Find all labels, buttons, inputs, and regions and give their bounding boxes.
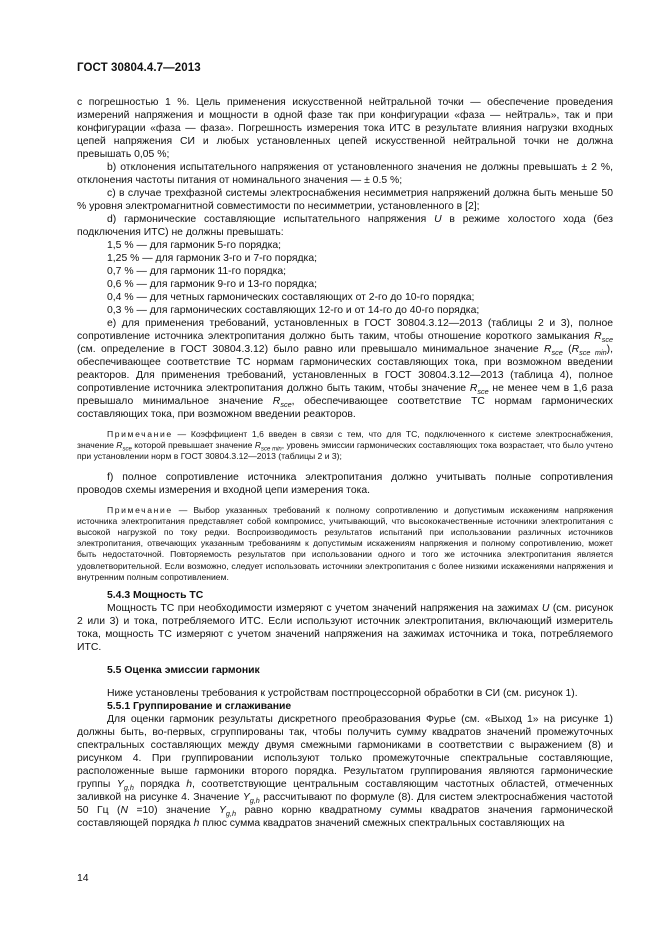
document-header: ГОСТ 30804.4.7—2013 (77, 62, 201, 74)
paragraph-b: b) отклонения испытательного напряжения от установленного значения не должны превышать ± 2 %, отклонения частоты питания от номинального значения — ± 0.5 %; (77, 162, 613, 186)
list-item: 0,4 % — для четных гармонических составляющих от 2-го до 10-го порядка; (107, 292, 475, 303)
list-item: 0,3 % — для гармонических составляющих 12-го и от 14-го до 40-го порядка; (107, 305, 480, 316)
list-item: 1,5 % — для гармоник 5-го порядка; (107, 240, 282, 251)
note-2: Примечание — Выбор указанных требований к полному сопротивлению и допустимым искажениям напряжения источника электропитания представляет собой компромисс, учитывающий, что высококачественные источники электропитания с высокой нагрузкой по току редки. Воспроизводимость результатов испытаний при использовании различных источников электропитания, отвечающих указанным требованиям к допустимым искажениям напряжения и полному сопротивлению, может быть недостаточной. Повторяемость результатов при использовании одного и того же источника электропитания является удовлетворительной. Если возможно, следует использовать источники электропитания с более низкими искажениями напряжения и внутренним полным сопротивлением. (77, 504, 613, 582)
paragraph-c: c) в случае трехфазной системы электроснабжения несимметрия напряжений должна быть меньше 50 % уровня электромагнитной совместимости по несимметрии, установленного в [2]; (77, 188, 613, 212)
note-1: Примечание — Коэффициент 1,6 введен в связи с тем, что для ТС, подключенного к системе электроснабжения, значение $R_{sce}$ которой превышает значение $R_{sce min}$, уровень эмиссии гармонических составляющих тока возрастает, что было учтено при установлении норм в ГОСТ 30804.3.12—2013 (таблицы 2 и 3); (77, 429, 613, 462)
paragraph-d: d) гармонические составляющие испытательного напряжения U в режиме холостого хода (без подключения ИТС) не должны превышать: (77, 214, 613, 238)
paragraph-f: f) полное сопротивление источника электропитания должно учитывать полные сопротивления проводов схемы измерения и входной цепи измерения тока. (77, 471, 613, 496)
section-heading-5-5: 5.5 Оценка эмиссии гармоник (107, 665, 260, 677)
document-body (77, 96, 613, 830)
section-heading-5-4-3: 5.4.3 Мощность ТС (107, 590, 204, 602)
list-item: 0,7 % — для гармоник 11-го порядка; (107, 266, 287, 277)
section-heading-5-5-1: 5.5.1 Группирование и сглаживание (107, 701, 292, 713)
paragraph-intro: с погрешностью 1 %. Цель применения искусственной нейтральной точки — обеспечение проведения измерений напряжения и мощности в одной фазе так при конфигурации «фаза — нейтраль», так и при конфигурации «фаза — фаза». Погрешность измерения тока ИТС в результате влияния нагрузки входных цепей напряжения СИ и любых установленных цепей искусственной нейтральной точки не должна превышать 0,05 %; (77, 97, 613, 160)
paragraph-e: e) для применения требований, установленных в ГОСТ 30804.3.12—2013 (таблицы 2 и 3), полное сопротивление источника электропитания должно быть таким, чтобы отношение короткого замыкания $R_{sce}$ (см. определение в ГОСТ 30804.3.12) было равно или превышало минимальное значение $R_{sce}$ $(R_{sce min})$, обеспечивающее соответствие ТС нормам гармонических составляющих тока, при возможном введении реакторов. Для применения требований, установленных в ГОСТ 30804.3.12—2013 (таблица 4), полное сопротивление источника электропитания должно быть таким, чтобы значение $R_{sce}$ не менее чем в 1,6 раза превышало минимальное значение $R_{sce}$, обеспечивающее соответствие ТС нормам гармонических составляющих тока, при возможном введении реакторов. (77, 318, 613, 420)
paragraph-5-5: Ниже установлены требования к устройствам постпроцессорной обработки в СИ (см. рисунок 1). (107, 688, 578, 700)
paragraph-5-4-3: Мощность ТС при необходимости измеряют с учетом значений напряжения на зажимах U (см. рисунок 2 или 3) и тока, потребляемого ИТС. Если используют источник электропитания, включающий измеритель тока, мощность ТС измеряют с учетом значений напряжения на зажимах источника и тока, потребляемого ИТС. (77, 603, 614, 654)
page-number: 14 (77, 873, 89, 884)
list-item: 0,6 % — для гармоник 9-го и 13-го порядка; (107, 279, 317, 290)
paragraph-5-5-1: Для оценки гармоник результаты дискретного преобразования Фурье (см. «Выход 1» на рисунке 1) должны быть, во-первых, сгруппированы так, чтобы получить сумму квадратов значений промежуточных спектральных составляющих между двумя смежными гармониками в соответствии с выражением (8) и рисунком 4. При группировании используют только промежуточные спектральные составляющие, расположенные выше гармоники второго порядка. Результатом группирования являются гармонические группы $Y_{g,h}$ порядка h, соответствующие центральным составляющим частотных областей, отмеченных заливкой на рисунке 4. Значение $Y_{g,h}$ рассчитывают по формуле (8). Для систем электроснабжения частотой 50 Гц (N =10) значение $Y_{g,h}$ равно корню квадратному суммы квадратов значения гармонической составляющей порядка h плюс сумма квадратов значений смежных спектральных составляющих на (77, 714, 613, 830)
list-item: 1,25 % — для гармоник 3-го и 7-го порядка; (107, 253, 317, 264)
